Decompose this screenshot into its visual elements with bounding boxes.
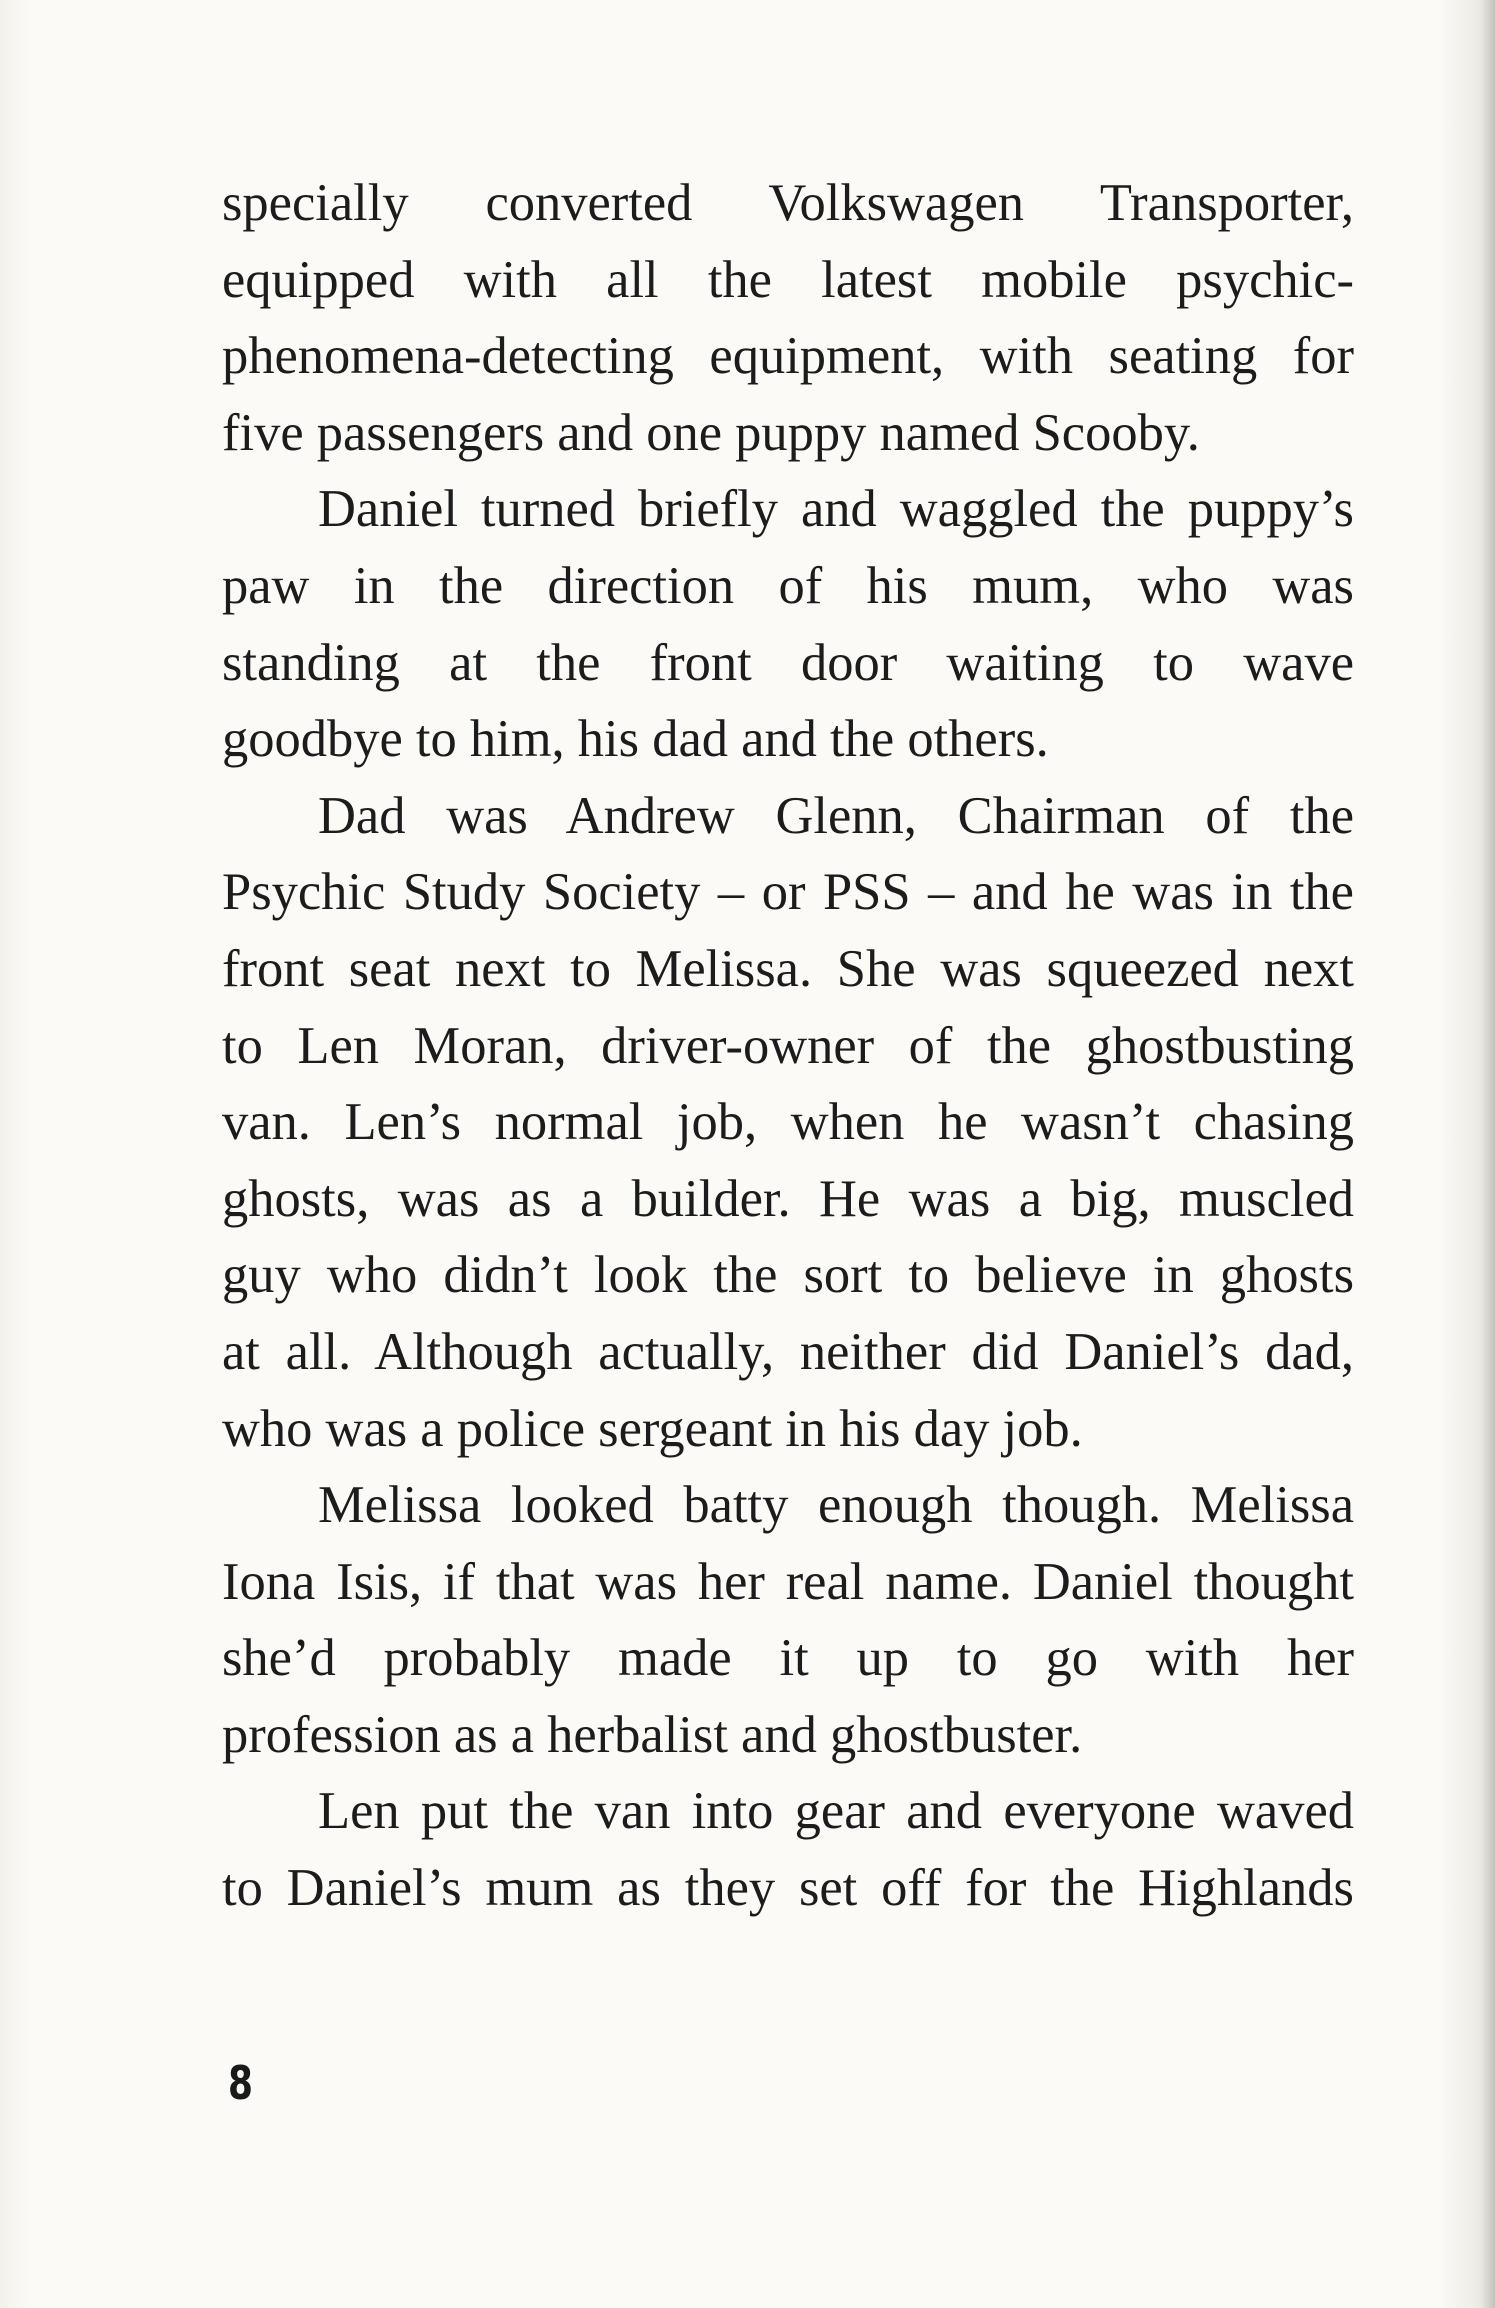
text-line: Dad was Andrew Glenn, Chairman of the bbox=[318, 786, 1354, 845]
text-line: front seat next to Melissa. She was squeezed next bbox=[222, 939, 1354, 998]
paragraph bbox=[222, 471, 1354, 777]
text-line: ghosts, was as a builder. He was a big, muscled bbox=[222, 1169, 1354, 1228]
paragraph bbox=[222, 778, 1354, 1467]
text-line: Iona Isis, if that was her real name. Daniel thought bbox=[222, 1552, 1354, 1611]
text-line: phenomena-detecting equipment, with seating for bbox=[222, 327, 1354, 386]
page-edge-shadow bbox=[1481, 0, 1495, 2308]
text-line: Psychic Study Society – or PSS – and he was in the bbox=[222, 863, 1354, 922]
text-line: van. Len’s normal job, when he wasn’t chasing bbox=[222, 1093, 1354, 1152]
text-line: five passengers and one puppy named Scooby. bbox=[222, 403, 1200, 462]
text-line: Melissa looked batty enough though. Melissa bbox=[318, 1476, 1354, 1535]
text-line: to Len Moran, driver-owner of the ghostbusting bbox=[222, 1016, 1354, 1075]
text-line: specially converted Volkswagen Transporter, bbox=[222, 174, 1354, 232]
paragraph bbox=[222, 1773, 1354, 1926]
text-line: guy who didn’t look the sort to believe in ghosts bbox=[222, 1246, 1354, 1305]
paragraph bbox=[222, 165, 1354, 471]
paragraph bbox=[222, 1467, 1354, 1773]
text-line: to Daniel’s mum as they set off for the Highlands bbox=[222, 1859, 1354, 1918]
text-line: paw in the direction of his mum, who was bbox=[222, 556, 1354, 615]
body-text bbox=[222, 165, 1354, 1927]
text-line: who was a police sergeant in his day job. bbox=[222, 1399, 1083, 1458]
text-line: Len put the van into gear and everyone waved bbox=[318, 1782, 1354, 1841]
text-line: standing at the front door waiting to wave bbox=[222, 633, 1354, 692]
page-number: 8 bbox=[228, 2056, 253, 2110]
text-line: Daniel turned briefly and waggled the puppy’s bbox=[318, 480, 1354, 539]
text-line: equipped with all the latest mobile psychic- bbox=[222, 250, 1354, 309]
text-line: profession as a herbalist and ghostbuster. bbox=[222, 1705, 1083, 1764]
text-line: she’d probably made it up to go with her bbox=[222, 1629, 1354, 1688]
text-line: at all. Although actually, neither did Daniel’s dad, bbox=[222, 1322, 1354, 1381]
text-line: goodbye to him, his dad and the others. bbox=[222, 710, 1049, 769]
